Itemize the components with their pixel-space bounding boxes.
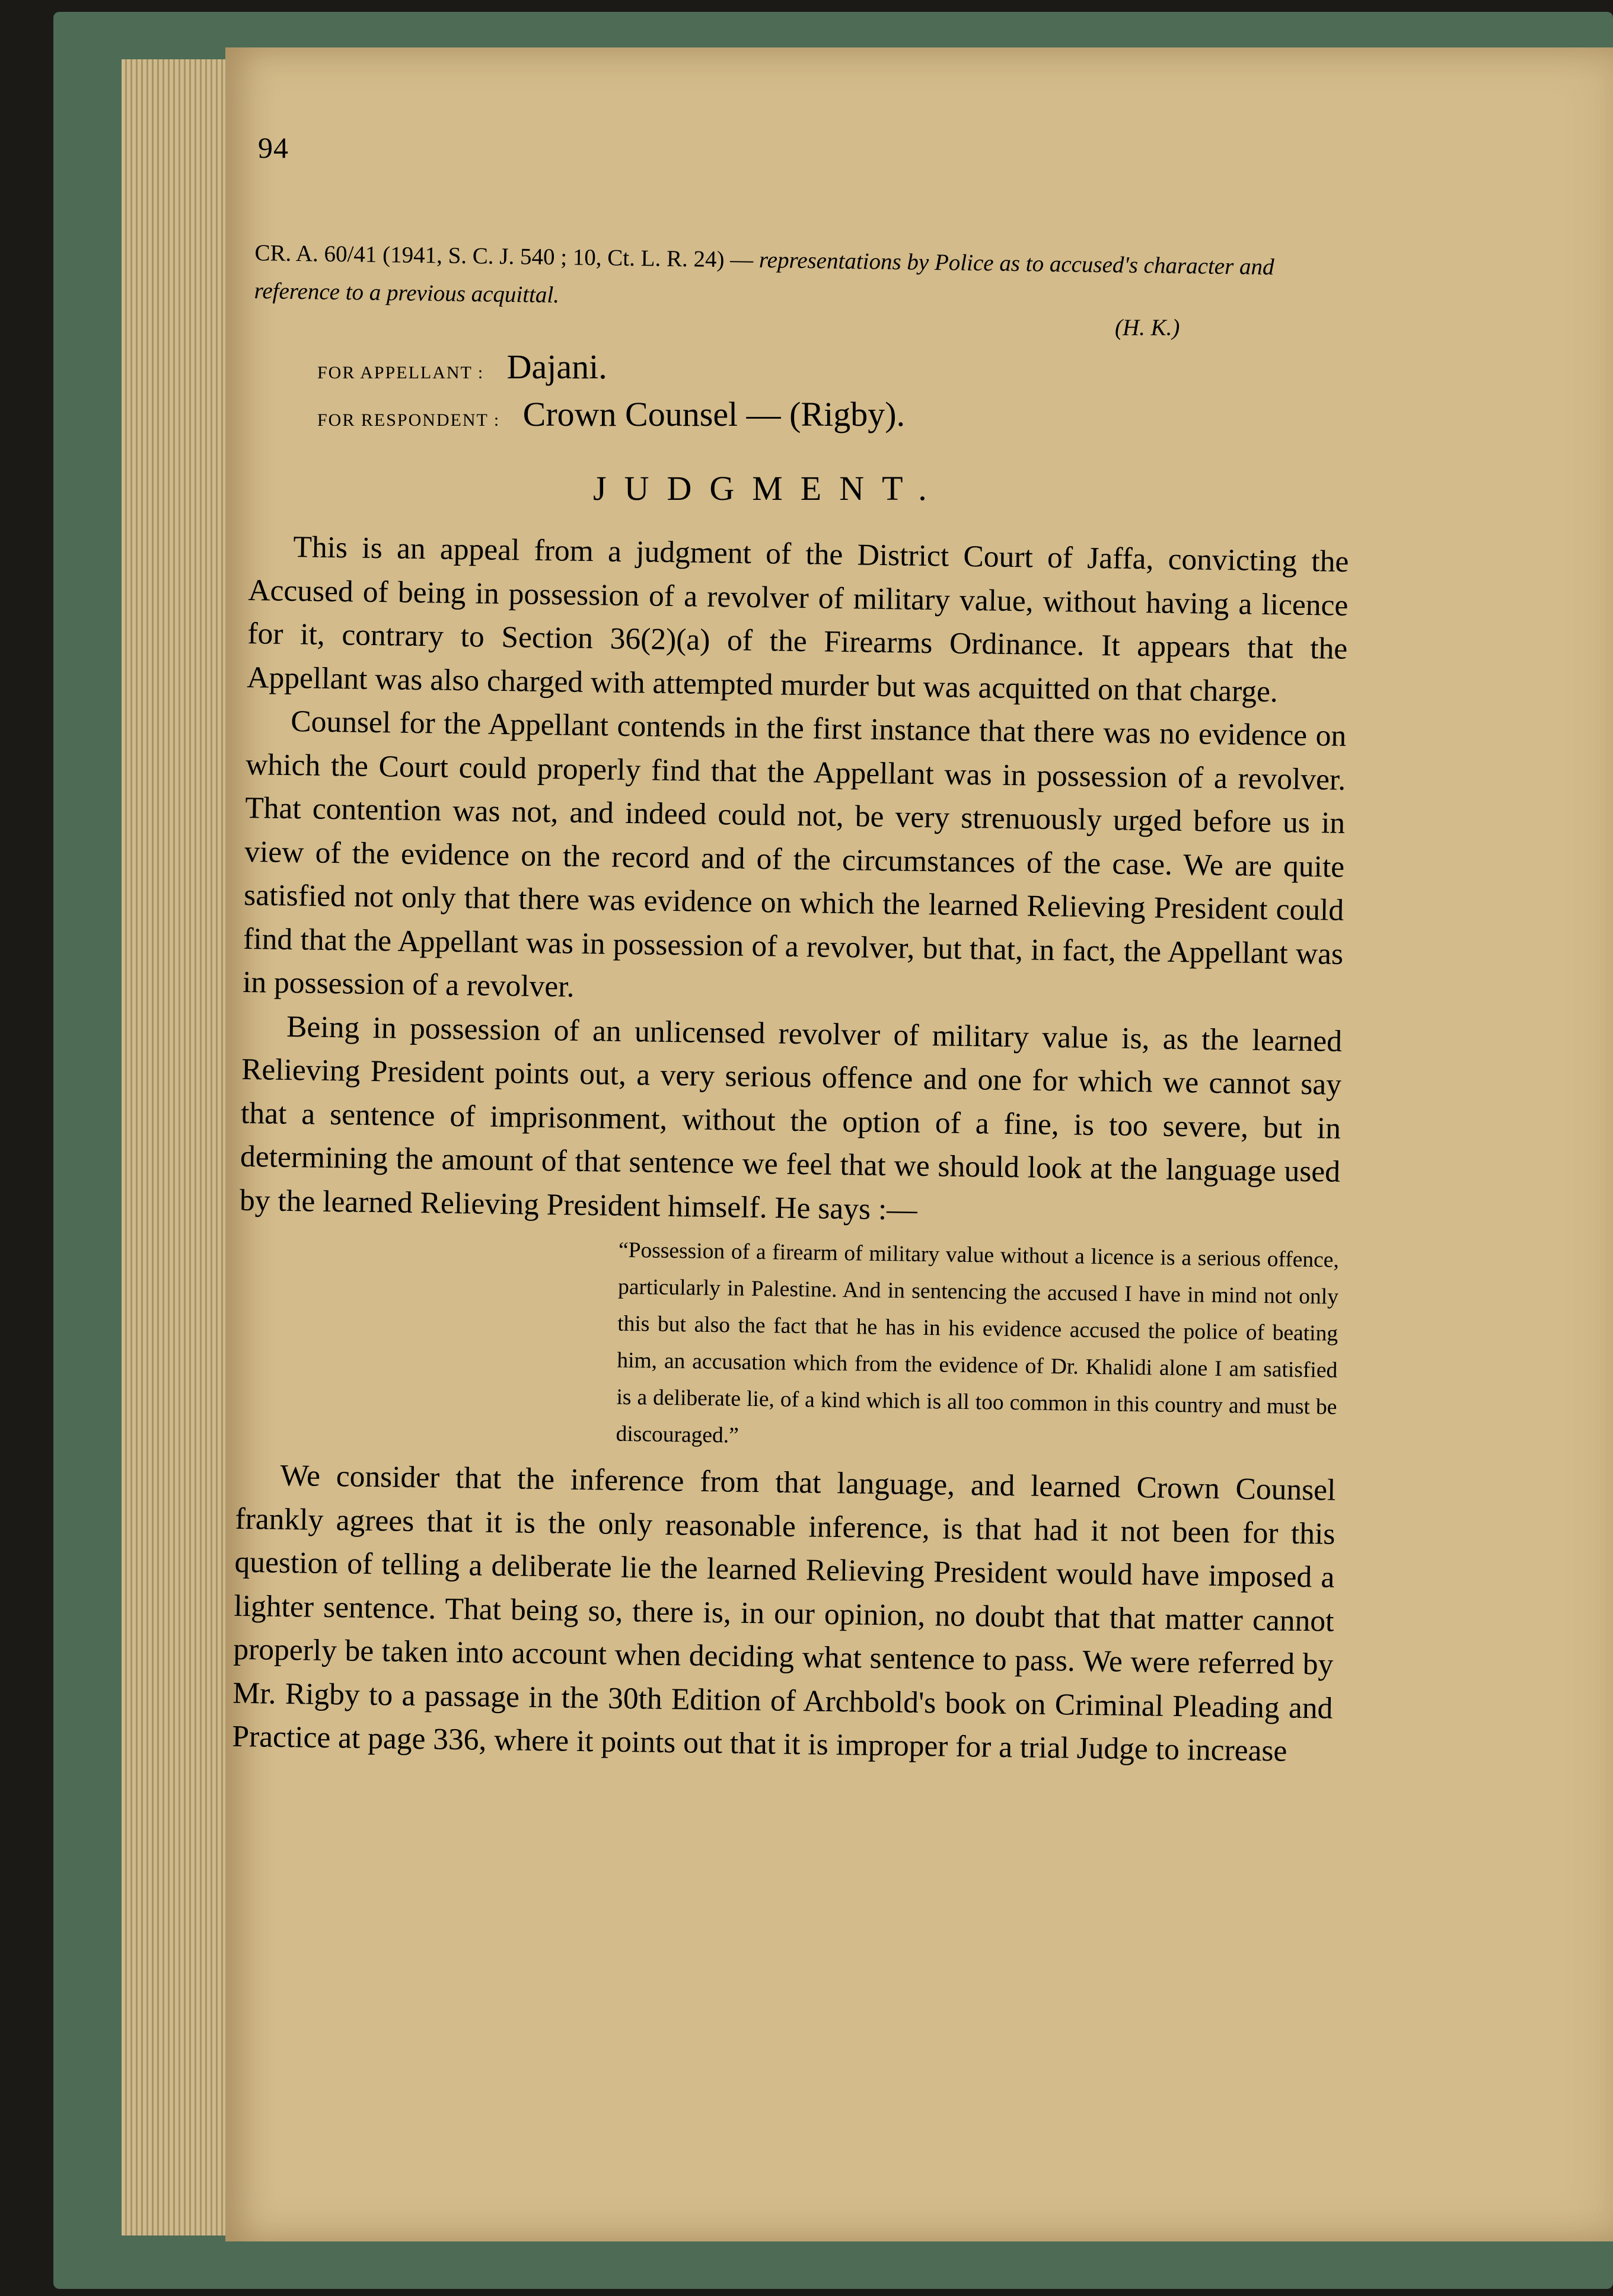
paragraph: Counsel for the Appellant contends in the first instance that there was no evidence on which the Court could properly find that the Appellant was in possession of a revolver. That contention was not, and indeed could not, be very strenuously urged before us in view of the evidence on the record and of the circumstances of the case. We are quite satisfied not only that there was evidence on which the learned Relieving President could find that the Appellant was in possession of a revolver, but that, in fact, the Appellant was in possession of a revolver. <box>242 704 1347 1004</box>
paragraph: Being in possession of an unlicensed revolver of military value is, as the learned Relieving President points out, a very serious offence and one for which we cannot say that a sentence of imprisonment, without the option of a fine, is too severe, but in determining the amount of that sentence we feel that we should look at the language used by the learned Relieving President himself. He says :— <box>239 1009 1343 1227</box>
quote-text: “Possession of a firearm of military value without a licence is a serious offence, particularly in Palestine. And in sentencing the accused I have in mind not only this but also the fact that he has in his evidence accused the police of beating him, an accusation which from the evidence of Dr. Khalidi alone I am satisfied is a deliberate lie, of a kind which is all too common in this country and must be discouraged.” <box>616 1238 1340 1448</box>
appellant-name: Dajani. <box>506 347 607 386</box>
block-quote <box>616 1232 1339 1463</box>
appellant-label: FOR APPELLANT : <box>317 363 484 382</box>
respondent-counsel <box>317 394 905 434</box>
appellant-counsel <box>317 347 607 387</box>
judgment-heading: JUDGMENT. <box>593 469 945 508</box>
judge-initials: (H. K.) <box>1115 315 1180 340</box>
citation-reference: CR. A. 60/41 (1941, S. C. J. 540 ; 10, Ct. L. R. 24) — <box>254 240 760 273</box>
citation-summary: representations by Police as to accused's character and reference to a previous acquittal. <box>254 247 1274 308</box>
paragraph: We consider that the inference from that language, and learned Crown Counsel frankly agrees that it is the only reasonable inference, is that had it not been for this question of telling a deliberate lie the learned Relieving President would have imposed a lighter sentence. That being so, there is, in our opinion, no doubt that that matter cannot properly be taken into account when deciding what sentence to pass. We were referred by Mr. Rigby to a passage in the 30th Edition of Archbold's book on Criminal Pleading and Practice at page 336, where it points out that it is improper for a trial Judge to increase <box>232 1458 1336 1768</box>
case-citation <box>254 234 1328 325</box>
page-number: 94 <box>258 131 289 164</box>
judgment-body <box>232 525 1349 1774</box>
respondent-label: FOR RESPONDENT : <box>317 410 501 430</box>
respondent-name: Crown Counsel — (Rigby). <box>522 395 906 433</box>
paragraph: This is an appeal from a judgment of the District Court of Jaffa, convicting the Accused of being in possession of a revolver of military value, without having a licence for it, contrary to Section 36(2)(a) of the Firearms Ordinance. It appears that the Appellant was also charged with attempted murder but was acquitted on that charge. <box>247 530 1349 709</box>
